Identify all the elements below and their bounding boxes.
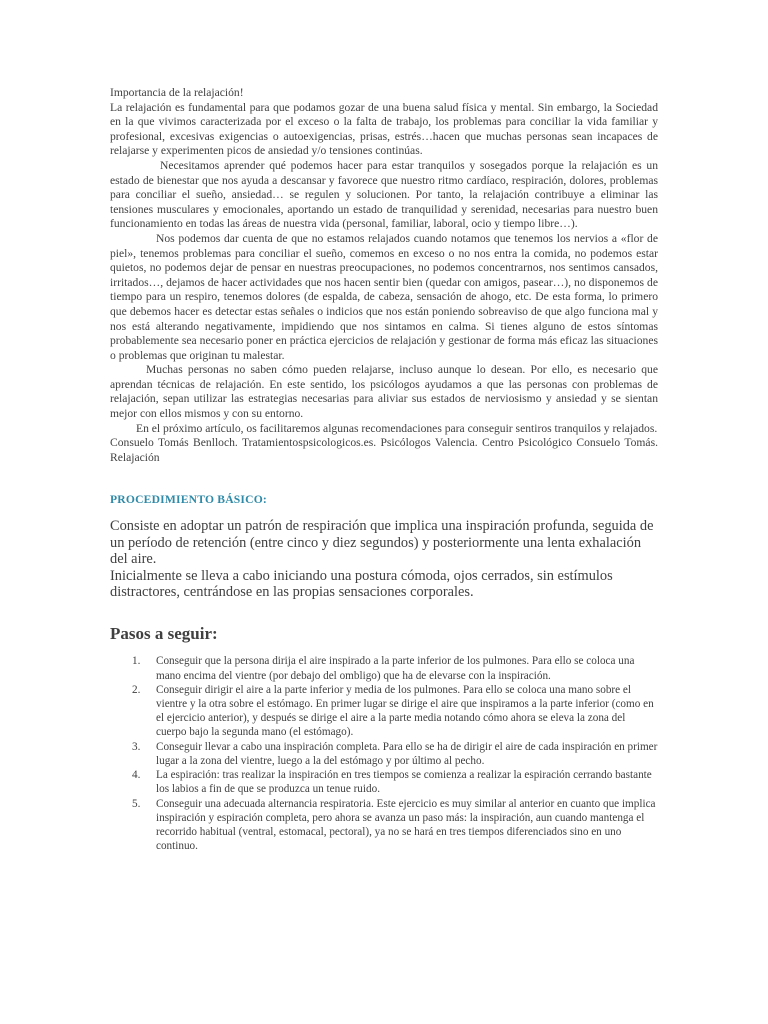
step-text: Conseguir una adecuada alternancia respiratoria. Este ejercicio es muy similar al anterior en cuanto que implica inspiración y espiración completa, pero ahora se avanza un paso más: la inspiración, aun cuando mantenga el recorrido habitual (ventral, estomacal, pectoral), ya no se hará en tres tiempos diferenciados sino en uno continuo. — [156, 797, 656, 853]
list-item — [110, 654, 658, 682]
steps-list — [110, 654, 658, 853]
intro-paragraph-2: Inicialmente se lleva a cabo iniciando una postura cómoda, ojos cerrados, sin estímulos distractores, centrándose en las propias sensaciones corporales. — [110, 567, 613, 601]
step-number: 4. — [132, 769, 141, 782]
paragraph-3: Nos podemos dar cuenta de que no estamos relajados cuando notamos que tenemos los nervios a «flor de piel», tenemos problemas para conciliar el sueño, comemos en exceso o no nos entra la comida, no podemos estar quietos, no podemos dejar de pensar en nuestras preocupaciones, no podemos concentrarnos, nos sentimos cansados, irritados…, dejamos de hacer actividades que nos hacen sentir bien (quedar con amigos, pasear…), no disponemos de tiempo para un respiro, tenemos dolores (de espalda, de cabeza, sensación de ahogo, etc. De esta forma, lo primero que debemos hacer es detectar estas señales o indicios que nos están poniendo sobreaviso de que algo funciona mal y nos está alterando negativamente, impidiendo que nos sintamos en calma. Si tienes alguno de estos síntomas probablemente sea necesario poner en práctica ejercicios de relajación y gestionar de forma más eficaz las situaciones o problemas que originan tu malestar. — [110, 231, 658, 362]
intro-paragraph-1: Consiste en adoptar un patrón de respiración que implica una inspiración profunda, seguida de un período de retención (entre cinco y diez segundos) y posteriormente una lenta exhalación del aire. — [110, 518, 654, 568]
paragraph-4: Muchas personas no saben cómo pueden relajarse, incluso aunque lo desean. Por ello, es necesario que aprendan técnicas de relajación. En este sentido, los psicólogos ayudamos a que las personas con problemas de relajación, sepan utilizar las estrategias necesarias para aliviar sus estados de nerviosismo y ansiedad y se sientan mejor con ellos mismos y con su entorno. — [110, 363, 658, 421]
list-item — [110, 683, 658, 740]
document-page — [110, 86, 658, 853]
article-body — [110, 86, 658, 465]
step-text: La espiración: tras realizar la inspiración en tres tiempos se comienza a realizar la espiración cerrando bastante los labios a fin de que se produzca un tenue ruido. — [156, 769, 652, 796]
step-text: Conseguir llevar a cabo una inspiración completa. Para ello se ha de dirigir el aire de cada inspiración en primer lugar a la zona del vientre, luego a la del estómago y por último al pecho. — [156, 740, 658, 767]
paragraph-credits: Consuelo Tomás Benlloch. Tratamientospsicologicos.es. Psicólogos Valencia. Centro Psicológico Consuelo Tomás. Relajación — [110, 436, 658, 464]
procedure-intro — [110, 518, 658, 600]
step-number: 1. — [132, 655, 141, 668]
steps-title: Pasos a seguir: — [110, 624, 218, 644]
article-title: Importancia de la relajación! — [110, 86, 244, 99]
list-item — [110, 740, 658, 768]
procedure-heading: PROCEDIMIENTO BÁSICO: — [110, 493, 267, 507]
list-item — [110, 797, 658, 854]
paragraph-1: La relajación es fundamental para que podamos gozar de una buena salud física y mental. Sin embargo, la Sociedad en la que vivimos caracterizada por el exceso o la falta de trabajo, los problemas para conciliar la vida familiar y profesional, excesivas exigencias o autoexigencias, prisas, estrés…hacen que muchas personas sean incapaces de relajarse y experimenten picos de ansiedad y/o tensiones continúas. — [110, 100, 658, 158]
paragraph-2: Necesitamos aprender qué podemos hacer para estar tranquilos y sosegados porque la relajación es un estado de bienestar que nos ayuda a descansar y favorece que nuestro ritmo cardíaco, respiración, dolores, problemas para conciliar el sueño, ansiedad… se regulen y solucionen. Por tanto, la relajación contribuye a eliminar las tensiones musculares y emocionales, aportando un estado de tranquilidad y serenidad, necesarias para nuestro buen funcionamiento en todas las áreas de nuestra vida (personal, familiar, laboral, ocio y tiempo libre…). — [110, 158, 658, 231]
paragraph-5: En el próximo artículo, os facilitaremos algunas recomendaciones para conseguir sentiros tranquilos y relajados. — [136, 421, 658, 435]
list-item — [110, 768, 658, 796]
step-number: 2. — [132, 683, 141, 696]
step-number: 3. — [132, 740, 141, 753]
step-text: Conseguir dirigir el aire a la parte inferior y media de los pulmones. Para ello se coloca una mano sobre el vientre y la otra sobre el estómago. En primer lugar se dirige el aire que inspiramos a la parte inferior (como en el ejercicio anterior), y después se dirige el aire a la parte media notando cómo ahora se eleva la zona del cuerpo bajo la segunda mano (el estómago). — [156, 683, 654, 739]
step-number: 5. — [132, 797, 141, 810]
step-text: Conseguir que la persona dirija el aire inspirado a la parte inferior de los pulmones. Para ello se coloca una mano encima del vientre (por debajo del ombligo) que ha de elevarse con la inspiración. — [156, 655, 635, 682]
